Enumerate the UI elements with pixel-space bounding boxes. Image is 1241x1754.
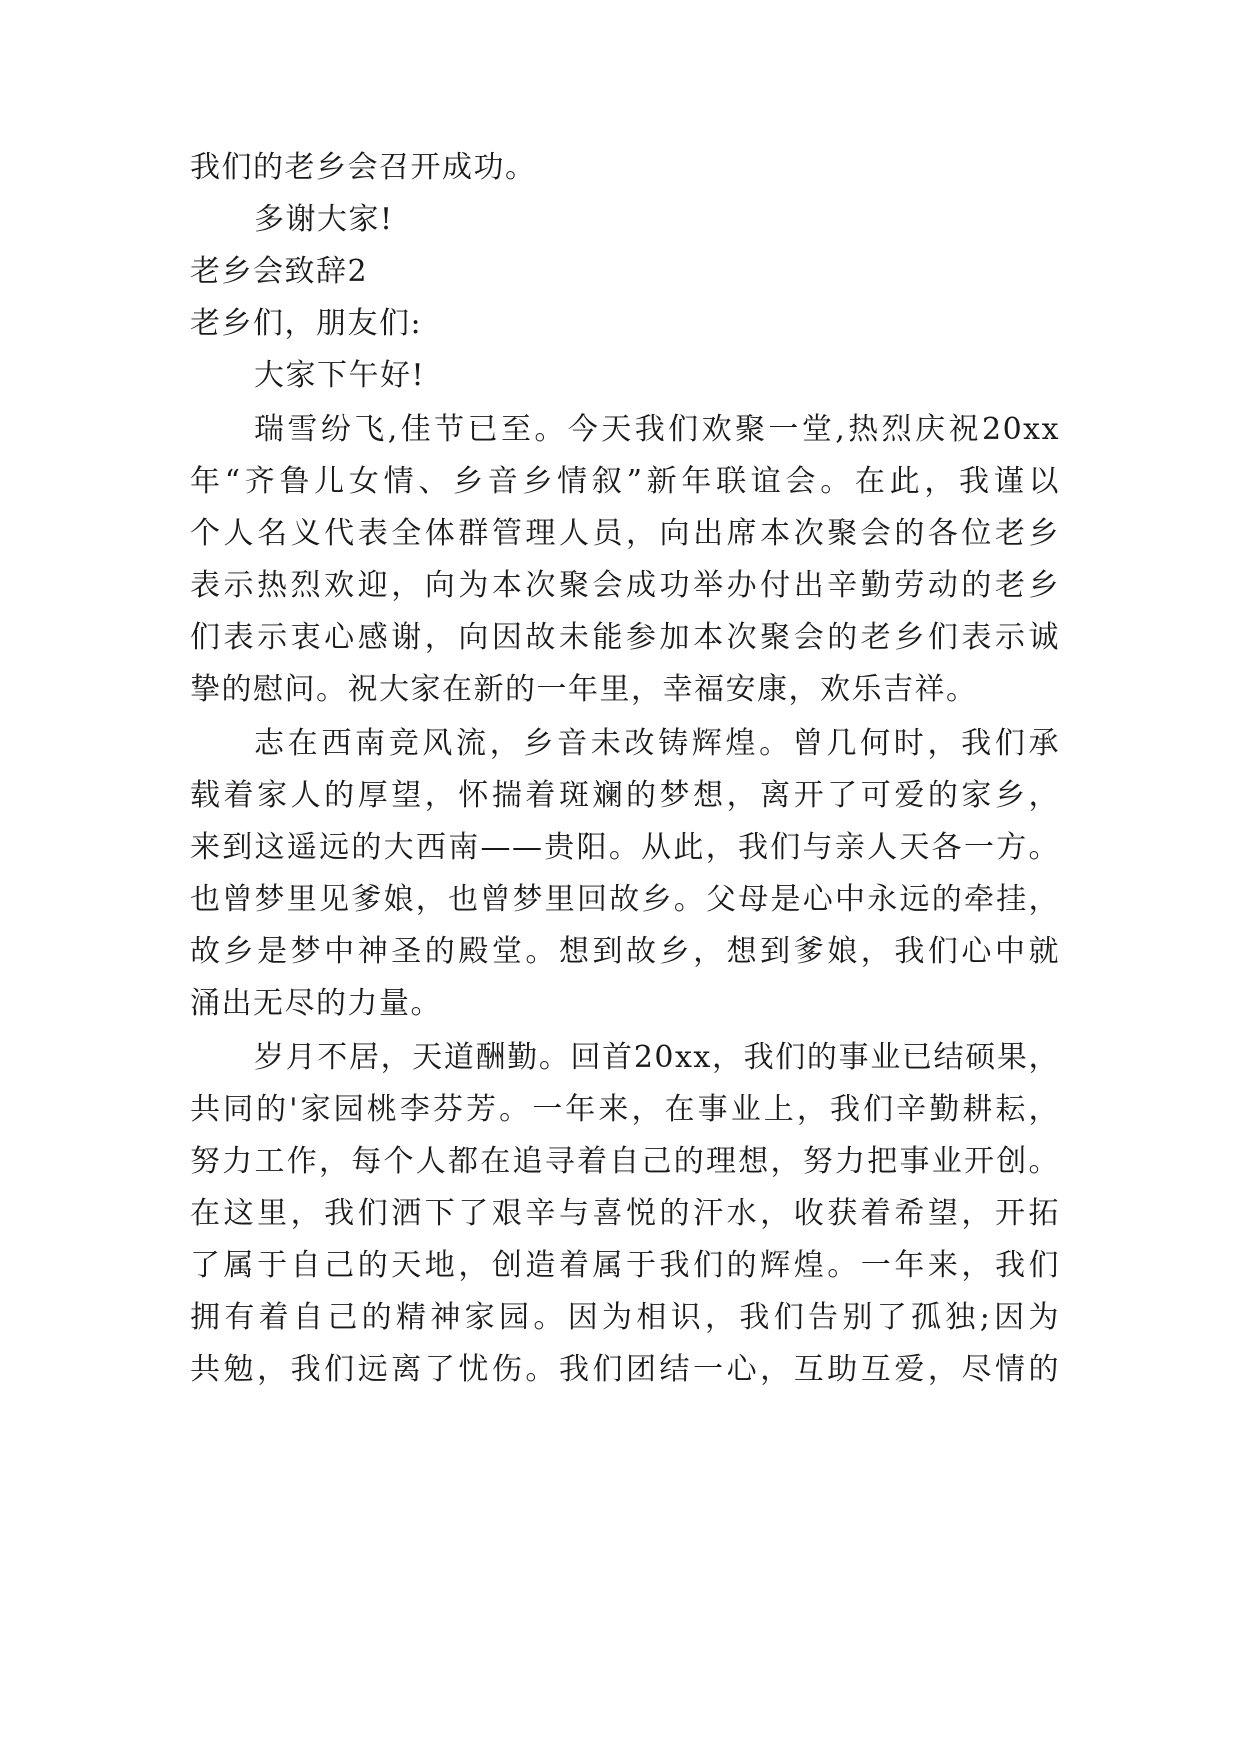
text-line: 载着家人的厚望，怀揣着斑斓的梦想，离开了可爱的家乡， [190,778,1060,813]
text-line: 志在西南竞风流，乡音未改铸辉煌。曾几何时，我们承 [254,726,1060,761]
text-line: 共勉，我们远离了忧伤。我们团结一心，互助互爱，尽情的 [190,1352,1060,1387]
text-line: 涌出无尽的力量。 [190,986,442,1021]
text-line: 岁月不居，天道酬勤。回首20xx，我们的事业已结硕果， [254,1040,1060,1075]
text-line: 努力工作，每个人都在追寻着自己的理想，努力把事业开创。 [190,1144,1060,1179]
text-line: 拥有着自己的精神家园。因为相识，我们告别了孤独;因为 [190,1300,1060,1335]
text-line: 故乡是梦中神圣的殿堂。想到故乡，想到爹娘，我们心中就 [190,934,1060,969]
text-line: 瑞雪纷飞,佳节已至。今天我们欢聚一堂,热烈庆祝20xx [254,412,1060,447]
text-line: 们表示衷心感谢，向因故未能参加本次聚会的老乡们表示诚 [190,620,1060,655]
section-heading: 老乡会致辞2 [190,254,369,289]
text-line: 共同的'家园桃李芬芳。一年来，在事业上，我们辛勤耕耘， [190,1092,1060,1127]
salutation: 老乡们，朋友们: [190,306,423,341]
text-line: 多谢大家! [254,202,394,237]
text-line: 也曾梦里见爹娘，也曾梦里回故乡。父母是心中永远的牵挂， [190,882,1060,917]
text-line: 挚的慰问。祝大家在新的一年里，幸福安康，欢乐吉祥。 [190,672,978,707]
greeting: 大家下午好! [254,358,426,393]
text-line: 我们的老乡会召开成功。 [190,150,537,185]
text-line: 在这里，我们洒下了艰辛与喜悦的汗水，收获着希望，开拓 [190,1196,1060,1231]
text-line: 个人名义代表全体群管理人员，向出席本次聚会的各位老乡 [190,516,1060,551]
text-line: 表示热烈欢迎，向为本次聚会成功举办付出辛勤劳动的老乡 [190,568,1060,603]
text-line: 了属于自己的天地，创造着属于我们的辉煌。一年来，我们 [190,1248,1060,1283]
text-line: 来到这遥远的大西南——贵阳。从此，我们与亲人天各一方。 [190,830,1060,865]
text-line: 年“齐鲁儿女情、乡音乡情叙”新年联谊会。在此，我谨以 [190,464,1060,499]
